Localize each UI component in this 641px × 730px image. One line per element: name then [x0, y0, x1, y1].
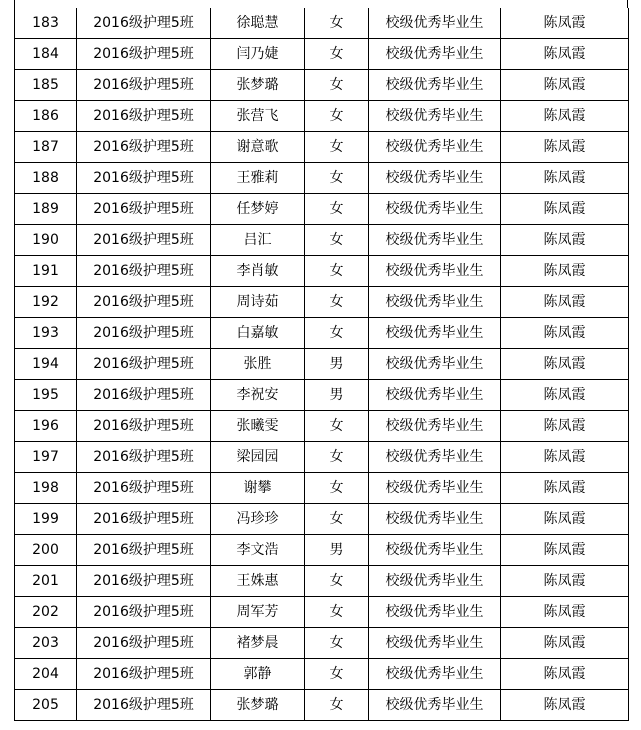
cell-gender: 女 — [305, 70, 369, 101]
cell-honor: 校级优秀毕业生 — [369, 163, 501, 194]
cell-gender: 女 — [305, 256, 369, 287]
table-row — [15, 504, 629, 535]
cell-class: 2016级护理5班 — [77, 566, 211, 597]
cell-number: 185 — [15, 70, 77, 101]
cell-teacher: 陈凤霞 — [501, 8, 629, 39]
cell-gender: 女 — [305, 411, 369, 442]
cell-student-name: 梁园园 — [211, 442, 305, 473]
cell-student-name: 谢攀 — [211, 473, 305, 504]
cell-honor: 校级优秀毕业生 — [369, 535, 501, 566]
cell-student-name: 褚梦晨 — [211, 628, 305, 659]
cell-gender: 女 — [305, 287, 369, 318]
cell-class: 2016级护理5班 — [77, 132, 211, 163]
table-row — [15, 8, 629, 39]
cell-gender: 男 — [305, 535, 369, 566]
table-row — [15, 132, 629, 163]
cell-class: 2016级护理5班 — [77, 101, 211, 132]
cell-student-name: 李肖敏 — [211, 256, 305, 287]
cell-gender: 女 — [305, 442, 369, 473]
cell-honor: 校级优秀毕业生 — [369, 659, 501, 690]
cell-class: 2016级护理5班 — [77, 318, 211, 349]
cell-honor: 校级优秀毕业生 — [369, 504, 501, 535]
cell-gender: 女 — [305, 39, 369, 70]
cell-student-name: 郭静 — [211, 659, 305, 690]
cell-number: 188 — [15, 163, 77, 194]
cell-number: 190 — [15, 225, 77, 256]
cell-gender: 女 — [305, 101, 369, 132]
table-row — [15, 287, 629, 318]
cell-number: 196 — [15, 411, 77, 442]
table-row — [15, 225, 629, 256]
cell-class: 2016级护理5班 — [77, 411, 211, 442]
cell-gender: 女 — [305, 8, 369, 39]
cell-student-name: 任梦婷 — [211, 194, 305, 225]
cell-teacher: 陈凤霞 — [501, 659, 629, 690]
table-row — [15, 473, 629, 504]
cell-gender: 女 — [305, 597, 369, 628]
cell-honor: 校级优秀毕业生 — [369, 101, 501, 132]
cell-honor: 校级优秀毕业生 — [369, 597, 501, 628]
cell-number: 205 — [15, 690, 77, 721]
cell-honor: 校级优秀毕业生 — [369, 690, 501, 721]
cell-teacher: 陈凤霞 — [501, 473, 629, 504]
margin-mark-left — [14, 0, 15, 8]
table-row — [15, 566, 629, 597]
cell-number: 194 — [15, 349, 77, 380]
cell-teacher: 陈凤霞 — [501, 101, 629, 132]
cell-class: 2016级护理5班 — [77, 597, 211, 628]
cell-number: 202 — [15, 597, 77, 628]
cell-class: 2016级护理5班 — [77, 256, 211, 287]
cell-student-name: 张梦璐 — [211, 70, 305, 101]
cell-honor: 校级优秀毕业生 — [369, 194, 501, 225]
cell-student-name: 李祝安 — [211, 380, 305, 411]
table-row — [15, 659, 629, 690]
table-row — [15, 39, 629, 70]
cell-class: 2016级护理5班 — [77, 70, 211, 101]
cell-gender: 女 — [305, 690, 369, 721]
cell-class: 2016级护理5班 — [77, 8, 211, 39]
cell-number: 199 — [15, 504, 77, 535]
cell-honor: 校级优秀毕业生 — [369, 225, 501, 256]
cell-teacher: 陈凤霞 — [501, 225, 629, 256]
cell-class: 2016级护理5班 — [77, 659, 211, 690]
cell-gender: 女 — [305, 194, 369, 225]
margin-mark-right — [627, 0, 628, 8]
cell-class: 2016级护理5班 — [77, 504, 211, 535]
cell-student-name: 谢意歌 — [211, 132, 305, 163]
cell-teacher: 陈凤霞 — [501, 535, 629, 566]
table-row — [15, 70, 629, 101]
cell-teacher: 陈凤霞 — [501, 287, 629, 318]
table-row — [15, 628, 629, 659]
cell-student-name: 吕汇 — [211, 225, 305, 256]
cell-teacher: 陈凤霞 — [501, 39, 629, 70]
cell-gender: 女 — [305, 659, 369, 690]
cell-student-name: 周军芳 — [211, 597, 305, 628]
cell-honor: 校级优秀毕业生 — [369, 287, 501, 318]
cell-student-name: 徐聪慧 — [211, 8, 305, 39]
cell-class: 2016级护理5班 — [77, 380, 211, 411]
cell-number: 192 — [15, 287, 77, 318]
cell-student-name: 张曦雯 — [211, 411, 305, 442]
table-row — [15, 690, 629, 721]
cell-teacher: 陈凤霞 — [501, 194, 629, 225]
cell-student-name: 白嘉敏 — [211, 318, 305, 349]
cell-gender: 女 — [305, 163, 369, 194]
cell-student-name: 周诗茹 — [211, 287, 305, 318]
table-row — [15, 535, 629, 566]
table-row — [15, 256, 629, 287]
cell-gender: 女 — [305, 628, 369, 659]
page-margin-marks — [0, 0, 641, 8]
cell-honor: 校级优秀毕业生 — [369, 566, 501, 597]
cell-number: 198 — [15, 473, 77, 504]
cell-student-name: 王姝惠 — [211, 566, 305, 597]
table-row — [15, 411, 629, 442]
cell-teacher: 陈凤霞 — [501, 256, 629, 287]
table-row — [15, 349, 629, 380]
cell-number: 200 — [15, 535, 77, 566]
cell-class: 2016级护理5班 — [77, 225, 211, 256]
cell-honor: 校级优秀毕业生 — [369, 132, 501, 163]
cell-class: 2016级护理5班 — [77, 442, 211, 473]
cell-class: 2016级护理5班 — [77, 690, 211, 721]
cell-honor: 校级优秀毕业生 — [369, 70, 501, 101]
cell-student-name: 李文浩 — [211, 535, 305, 566]
cell-student-name: 闫乃婕 — [211, 39, 305, 70]
cell-teacher: 陈凤霞 — [501, 566, 629, 597]
cell-honor: 校级优秀毕业生 — [369, 411, 501, 442]
cell-student-name: 张营飞 — [211, 101, 305, 132]
cell-teacher: 陈凤霞 — [501, 442, 629, 473]
cell-class: 2016级护理5班 — [77, 287, 211, 318]
cell-teacher: 陈凤霞 — [501, 504, 629, 535]
graduates-table — [14, 8, 629, 721]
table-row — [15, 597, 629, 628]
cell-number: 203 — [15, 628, 77, 659]
document-page — [14, 8, 628, 721]
cell-teacher: 陈凤霞 — [501, 380, 629, 411]
cell-teacher: 陈凤霞 — [501, 628, 629, 659]
cell-honor: 校级优秀毕业生 — [369, 442, 501, 473]
table-row — [15, 194, 629, 225]
cell-number: 186 — [15, 101, 77, 132]
cell-gender: 女 — [305, 504, 369, 535]
cell-number: 195 — [15, 380, 77, 411]
cell-number: 189 — [15, 194, 77, 225]
table-row — [15, 442, 629, 473]
cell-teacher: 陈凤霞 — [501, 163, 629, 194]
cell-student-name: 张梦璐 — [211, 690, 305, 721]
cell-number: 197 — [15, 442, 77, 473]
cell-honor: 校级优秀毕业生 — [369, 318, 501, 349]
cell-teacher: 陈凤霞 — [501, 70, 629, 101]
cell-honor: 校级优秀毕业生 — [369, 380, 501, 411]
cell-gender: 女 — [305, 318, 369, 349]
table-row — [15, 163, 629, 194]
cell-honor: 校级优秀毕业生 — [369, 256, 501, 287]
cell-class: 2016级护理5班 — [77, 349, 211, 380]
table-row — [15, 101, 629, 132]
cell-number: 204 — [15, 659, 77, 690]
cell-gender: 女 — [305, 473, 369, 504]
cell-student-name: 王雅莉 — [211, 163, 305, 194]
cell-honor: 校级优秀毕业生 — [369, 349, 501, 380]
cell-honor: 校级优秀毕业生 — [369, 473, 501, 504]
table-body — [15, 8, 629, 721]
cell-gender: 男 — [305, 349, 369, 380]
cell-number: 191 — [15, 256, 77, 287]
cell-class: 2016级护理5班 — [77, 628, 211, 659]
cell-gender: 女 — [305, 566, 369, 597]
cell-teacher: 陈凤霞 — [501, 411, 629, 442]
cell-class: 2016级护理5班 — [77, 39, 211, 70]
cell-class: 2016级护理5班 — [77, 535, 211, 566]
cell-student-name: 冯珍珍 — [211, 504, 305, 535]
cell-number: 187 — [15, 132, 77, 163]
cell-gender: 女 — [305, 132, 369, 163]
cell-honor: 校级优秀毕业生 — [369, 39, 501, 70]
cell-number: 184 — [15, 39, 77, 70]
cell-class: 2016级护理5班 — [77, 194, 211, 225]
cell-teacher: 陈凤霞 — [501, 690, 629, 721]
cell-class: 2016级护理5班 — [77, 163, 211, 194]
table-row — [15, 318, 629, 349]
cell-honor: 校级优秀毕业生 — [369, 8, 501, 39]
cell-class: 2016级护理5班 — [77, 473, 211, 504]
cell-teacher: 陈凤霞 — [501, 318, 629, 349]
cell-student-name: 张胜 — [211, 349, 305, 380]
cell-honor: 校级优秀毕业生 — [369, 628, 501, 659]
cell-teacher: 陈凤霞 — [501, 597, 629, 628]
cell-number: 193 — [15, 318, 77, 349]
cell-number: 183 — [15, 8, 77, 39]
cell-gender: 女 — [305, 225, 369, 256]
table-row — [15, 380, 629, 411]
cell-teacher: 陈凤霞 — [501, 132, 629, 163]
cell-teacher: 陈凤霞 — [501, 349, 629, 380]
cell-gender: 男 — [305, 380, 369, 411]
cell-number: 201 — [15, 566, 77, 597]
